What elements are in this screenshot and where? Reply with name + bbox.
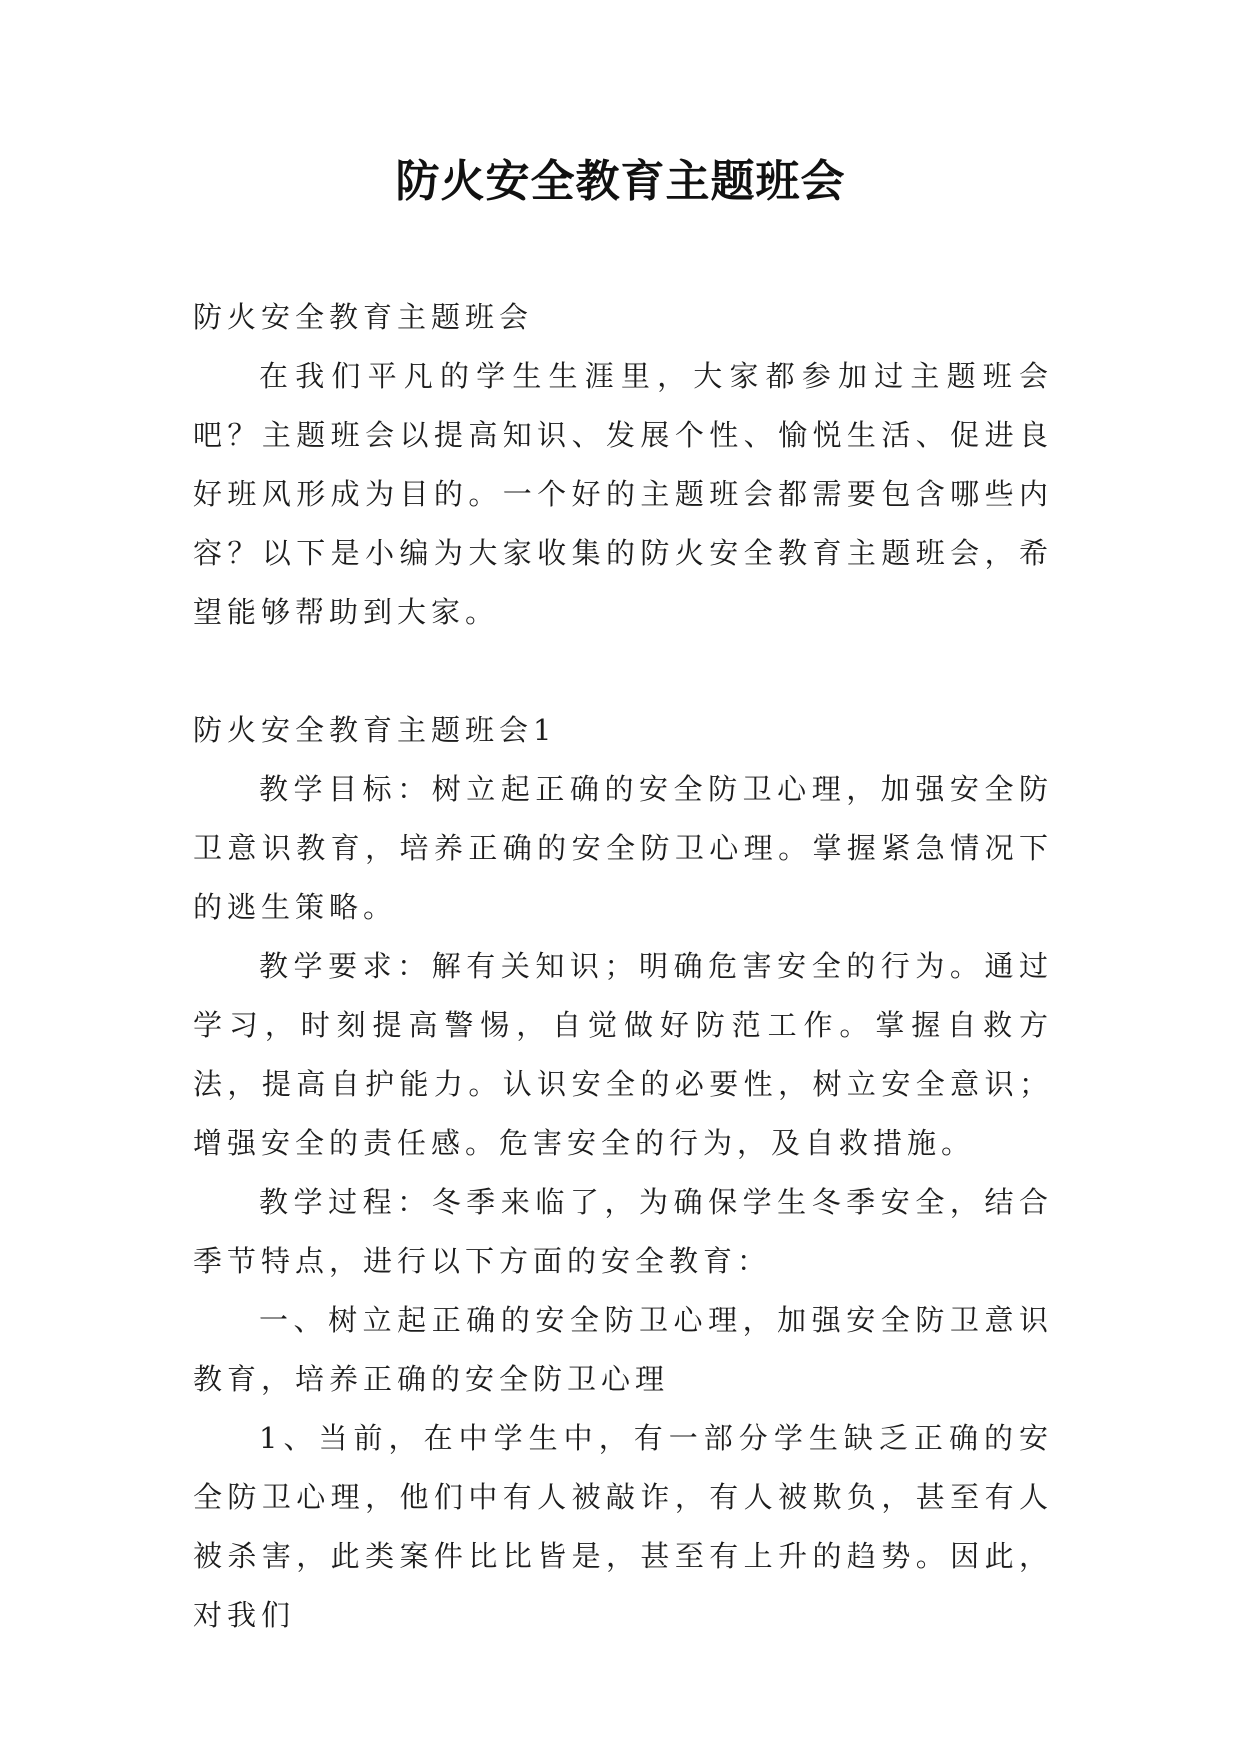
document-title: 防火安全教育主题班会 xyxy=(395,156,846,207)
subtitle-paragraph: 防火安全教育主题班会 xyxy=(193,300,534,334)
teaching-requirement-paragraph: 教学要求：解有关知识；明确危害安全的行为。通过学习，时刻提高警惕，自觉做好防范工作。掌握自救方法，提高自护能力。认识安全的必要性，树立安全意识；增强安全的责任感。危害安全的行为，及自救措施。 xyxy=(193,949,1053,1160)
teaching-goal-paragraph: 教学目标：树立起正确的安全防卫心理，加强安全防卫意识教育，培养正确的安全防卫心理。掌握紧急情况下的逃生策略。 xyxy=(193,772,1053,924)
teaching-process-paragraph: 教学过程：冬季来临了，为确保学生冬季安全，结合季节特点，进行以下方面的安全教育： xyxy=(193,1185,1053,1278)
point-one-heading: 一、树立起正确的安全防卫心理，加强安全防卫意识教育，培养正确的安全防卫心理 xyxy=(193,1303,1053,1396)
document-body xyxy=(193,288,1053,1645)
point-one-item-paragraph: 1、当前，在中学生中，有一部分学生缺乏正确的安全防卫心理，他们中有人被敲诈，有人被欺负，甚至有人被杀害，此类案件比比皆是，甚至有上升的趋势。因此，对我们 xyxy=(193,1421,1053,1632)
intro-paragraph: 在我们平凡的学生生涯里，大家都参加过主题班会吧？主题班会以提高知识、发展个性、愉悦生活、促进良好班风形成为目的。一个好的主题班会都需要包含哪些内容？以下是小编为大家收集的防火安全教育主题班会，希望能够帮助到大家。 xyxy=(193,359,1053,629)
section-heading: 防火安全教育主题班会1 xyxy=(193,713,557,747)
